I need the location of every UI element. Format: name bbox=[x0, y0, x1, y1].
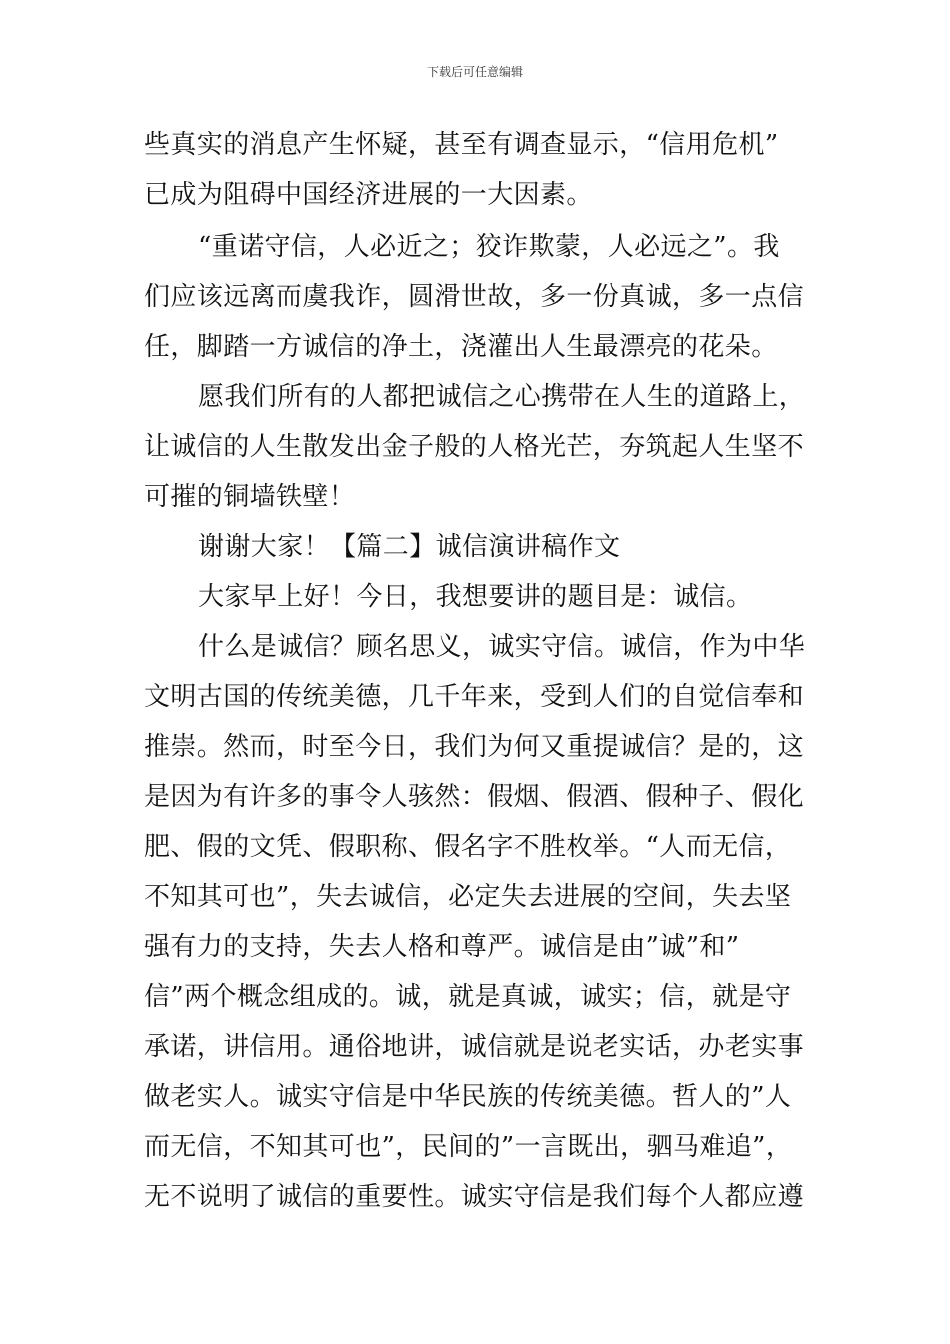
text-line: 什么是诚信？顾名思义，诚实守信。诚信，作为中华 bbox=[198, 632, 806, 662]
text-line: 而无信，不知其可也”，民间的”一言既出，驷马难追”， bbox=[144, 1132, 793, 1162]
text-line: 强有力的支持，失去人格和尊严。诚信是由”诚”和” bbox=[144, 932, 740, 962]
text-line: 无不说明了诚信的重要性。诚实守信是我们每个人都应遵 bbox=[144, 1182, 805, 1212]
text-line: 些真实的消息产生怀疑，甚至有调查显示，“信用危机” bbox=[144, 130, 779, 160]
text-line: 可摧的铜墙铁壁！ bbox=[144, 482, 356, 512]
text-line: 任，脚踏一方诚信的净土，浇灌出人生最漂亮的花朵。 bbox=[144, 332, 778, 362]
text-line: 谢谢大家！【篇二】诚信演讲稿作文 bbox=[198, 532, 621, 562]
text-line: 文明古国的传统美德，几千年来，受到人们的自觉信奉和 bbox=[144, 682, 805, 712]
text-line: 承诺，讲信用。通俗地讲，诚信就是说老实话，办老实事 bbox=[144, 1032, 805, 1062]
text-line: 愿我们所有的人都把诚信之心携带在人生的道路上， bbox=[198, 382, 806, 412]
text-line: 是因为有许多的事令人骇然：假烟、假酒、假种子、假化 bbox=[144, 782, 805, 812]
text-line: 们应该远离而虞我诈，圆滑世故，多一份真诚，多一点信 bbox=[144, 282, 805, 312]
page-header-note: 下载后可任意编辑 bbox=[426, 65, 523, 79]
text-line: 大家早上好！今日，我想要讲的题目是：诚信。 bbox=[198, 582, 753, 612]
text-line: 做老实人。诚实守信是中华民族的传统美德。哲人的”人 bbox=[144, 1082, 792, 1112]
text-line: 推崇。然而，时至今日，我们为何又重提诚信？是的，这 bbox=[144, 732, 805, 762]
text-line: 不知其可也”，失去诚信，必定失去进展的空间，失去坚 bbox=[144, 882, 792, 912]
text-line: 肥、假的文凭、假职称、假名字不胜枚举。“人而无信， bbox=[144, 832, 792, 862]
text-line: 让诚信的人生散发出金子般的人格光芒，夯筑起人生坚不 bbox=[144, 432, 805, 462]
text-line: 信”两个概念组成的。诚，就是真诚，诚实；信，就是守 bbox=[144, 982, 792, 1012]
text-line: 已成为阻碍中国经济进展的一大因素。 bbox=[144, 180, 593, 210]
text-line: “重诺守信，人必近之；狡诈欺蒙，人必远之”。我 bbox=[198, 232, 780, 262]
